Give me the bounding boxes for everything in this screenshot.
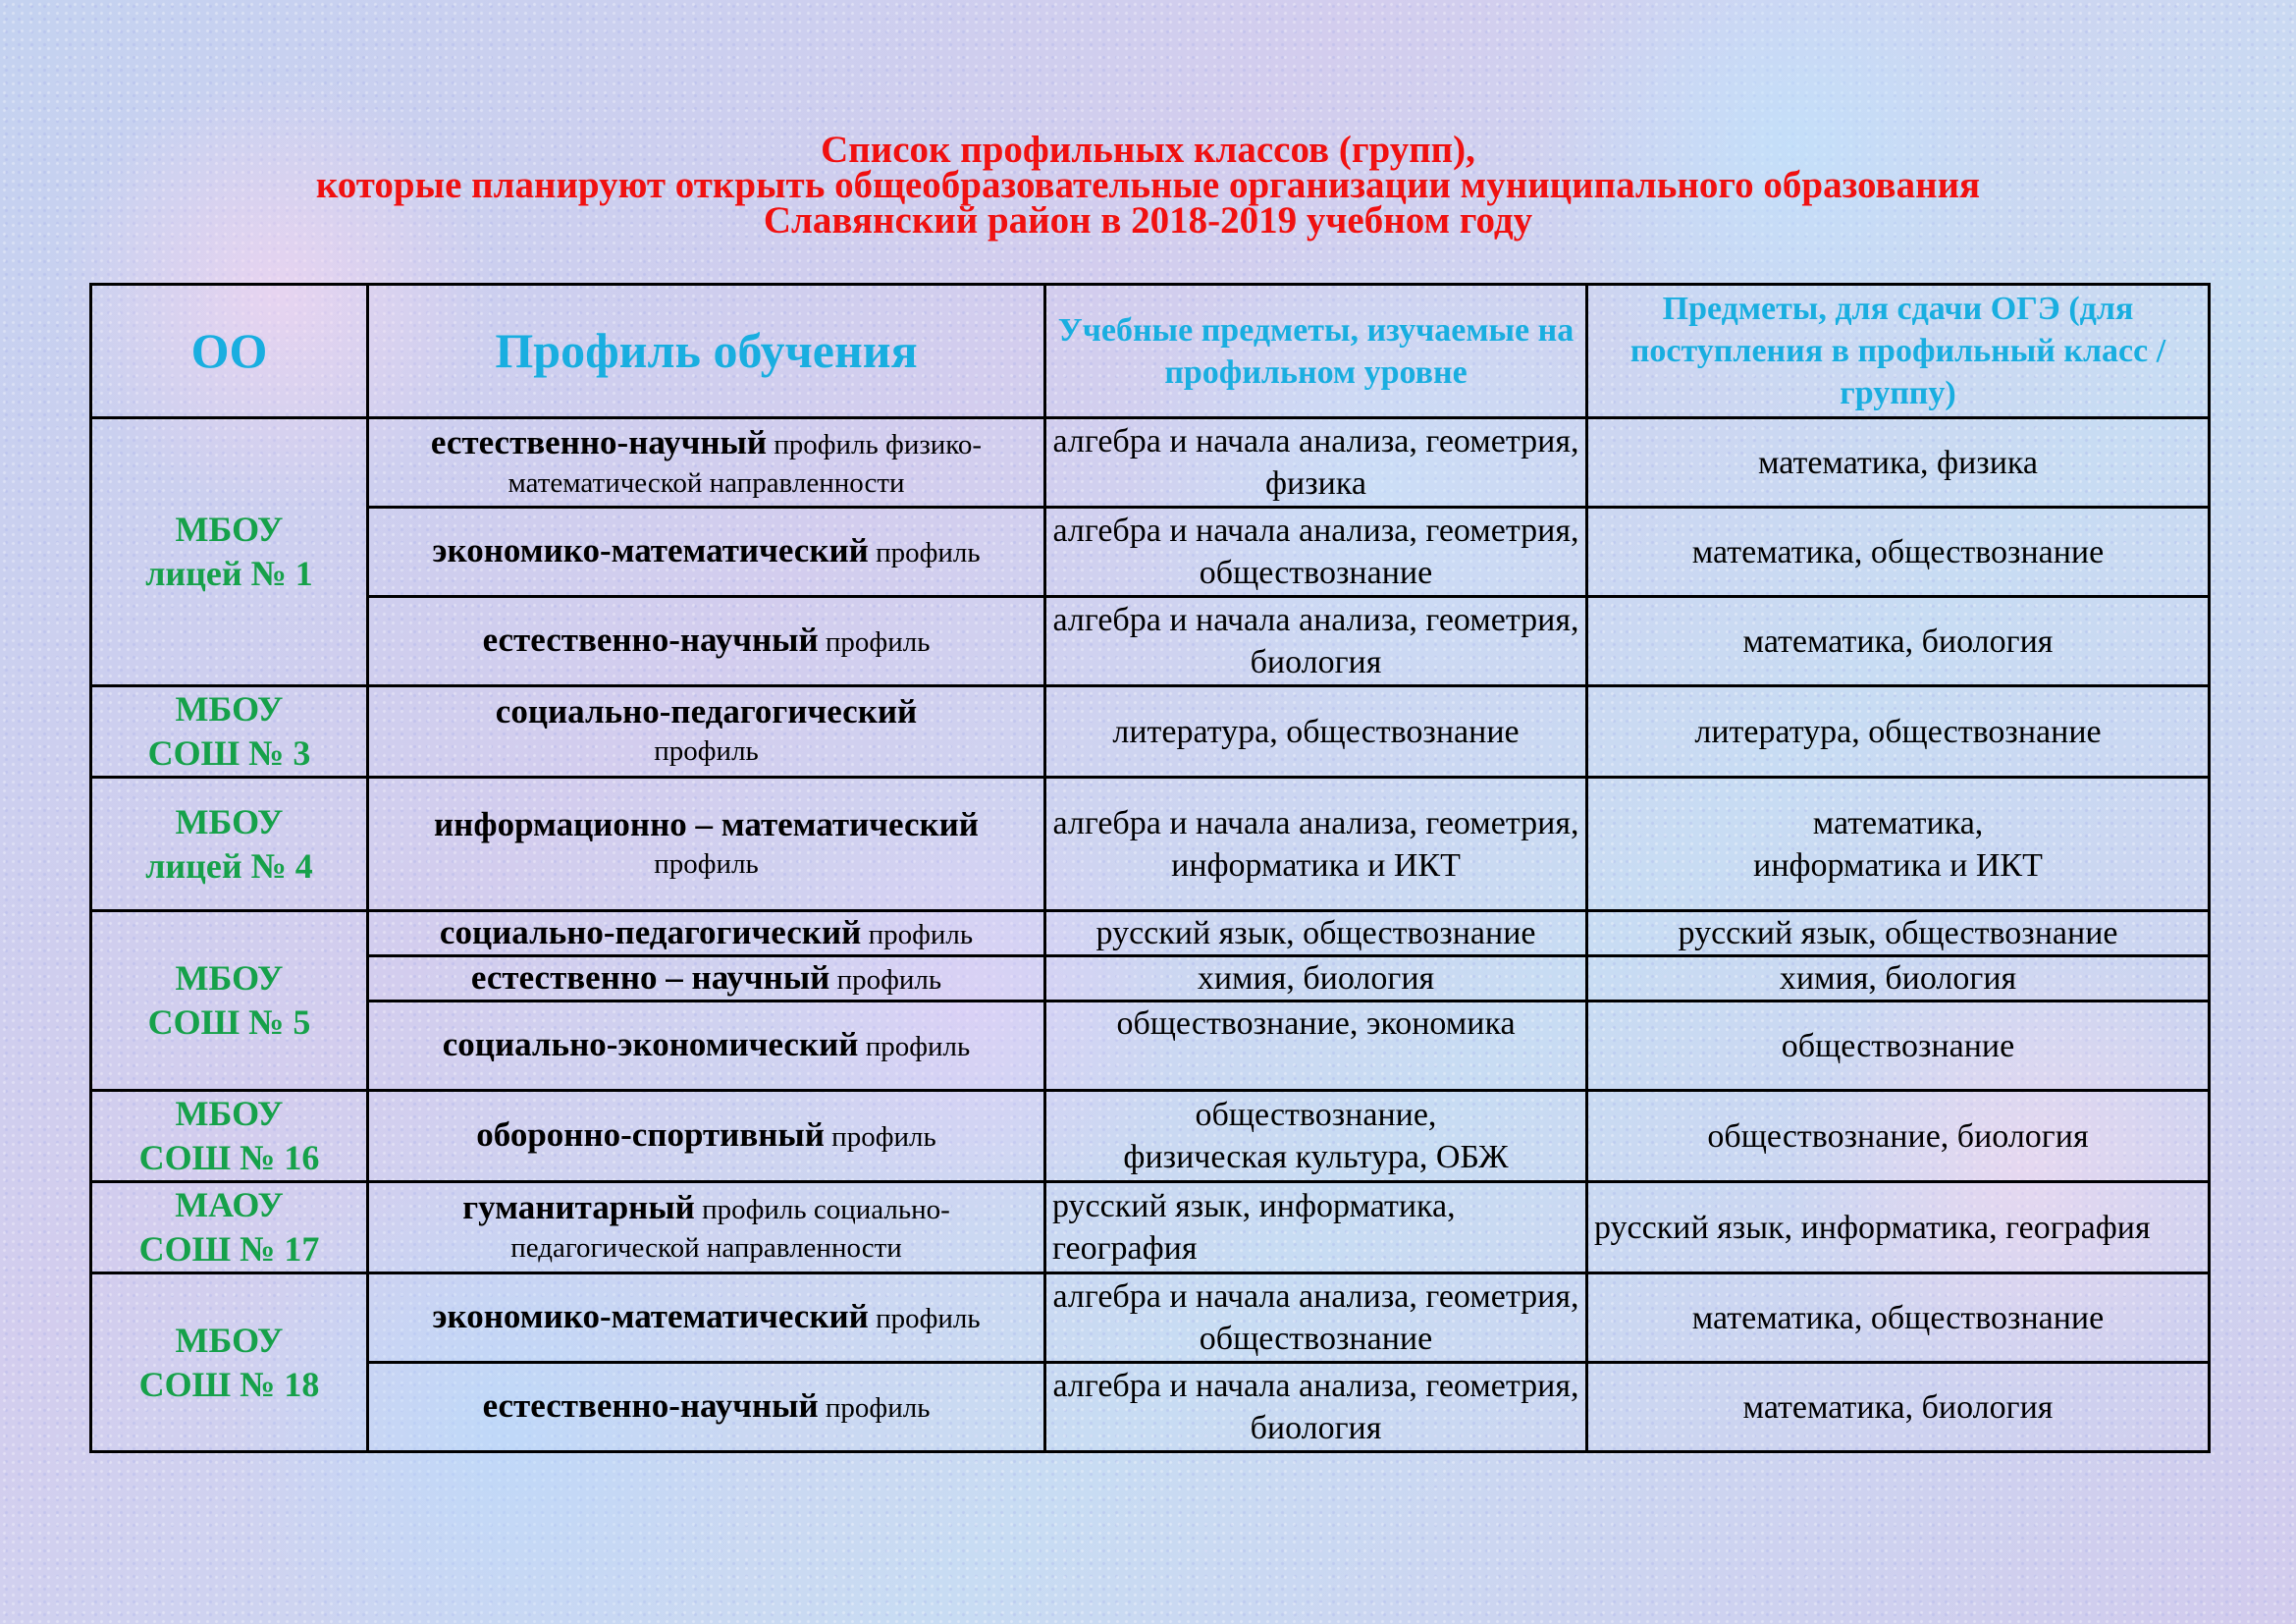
profile-cell (368, 508, 1045, 597)
subjects-line-1: обществознание, (1195, 1097, 1437, 1133)
profile-detail: профиль (654, 735, 759, 767)
profile-cell (368, 956, 1045, 1001)
header-org: ОО (91, 285, 368, 418)
title-line-3: Славянский район в 2018-2019 учебном году (763, 199, 1533, 242)
org-type: МАОУ (175, 1185, 284, 1224)
exams-cell: математика, биология (1587, 597, 2210, 686)
org-cell-school-17 (91, 1182, 368, 1273)
profile-name: информационно – математический (434, 804, 979, 843)
exams-cell: обществознание, биология (1587, 1091, 2210, 1182)
subjects-cell: литература, обществознание (1045, 686, 1587, 778)
profile-detail: профиль (858, 1031, 971, 1062)
document-title (0, 129, 2296, 242)
exams-cell: русский язык, обществознание (1587, 911, 2210, 956)
header-subjects: Учебные предметы, изучаемые на профильном уровне (1045, 285, 1587, 418)
profile-cell (368, 1091, 1045, 1182)
subjects-cell: алгебра и начала анализа, геометрия, биология (1045, 597, 1587, 686)
exams-cell: русский язык, информатика, география (1587, 1182, 2210, 1273)
exams-cell: математика, биология (1587, 1363, 2210, 1452)
table-row (91, 1363, 2210, 1452)
exams-cell: химия, биология (1587, 956, 2210, 1001)
subjects-cell: алгебра и начала анализа, геометрия, обществознание (1045, 508, 1587, 597)
org-number: СОШ № 17 (138, 1229, 320, 1269)
table-row (91, 778, 2210, 911)
profile-detail: профиль (868, 1303, 981, 1334)
profile-detail: профиль социально-педагогической направленности (510, 1193, 950, 1264)
table-row (91, 956, 2210, 1001)
profile-name: естественно-научный (482, 621, 819, 659)
profile-cell (368, 911, 1045, 956)
profile-detail: профиль (818, 1392, 931, 1424)
table-row (91, 508, 2210, 597)
org-number: СОШ № 18 (138, 1364, 320, 1404)
org-cell-school-18 (91, 1273, 368, 1452)
table-row (91, 686, 2210, 778)
profile-cell (368, 1001, 1045, 1091)
title-line-2: которые планируют открыть общеобразовательные организации муниципального образования (315, 164, 1981, 206)
profile-cell (368, 1363, 1045, 1452)
profile-detail: профиль (818, 626, 931, 658)
subjects-cell: русский язык, информатика, география (1045, 1182, 1587, 1273)
org-type: МБОУ (175, 1320, 284, 1360)
org-type: МБОУ (175, 801, 284, 841)
profile-cell (368, 1182, 1045, 1273)
profile-cell (368, 418, 1045, 508)
table-row (91, 597, 2210, 686)
profile-cell (368, 778, 1045, 911)
table-header-row (91, 285, 2210, 418)
org-cell-lyceum-1 (91, 418, 368, 686)
subjects-cell (1045, 1091, 1587, 1182)
org-number: СОШ № 16 (138, 1138, 320, 1177)
org-cell-lyceum-4 (91, 778, 368, 911)
org-number: СОШ № 3 (147, 733, 311, 773)
profile-name: социально-экономический (442, 1025, 859, 1063)
profile-name: экономико-математический (432, 1297, 869, 1335)
exams-cell: обществознание (1587, 1001, 2210, 1091)
subjects-cell: химия, биология (1045, 956, 1587, 1001)
org-cell-school-16 (91, 1091, 368, 1182)
profile-name: естественно-научный (430, 422, 767, 461)
subjects-cell: алгебра и начала анализа, геометрия, информатика и ИКТ (1045, 778, 1587, 911)
exams-line-2: информатика и ИКТ (1753, 846, 2043, 884)
subjects-cell: алгебра и начала анализа, геометрия, физика (1045, 418, 1587, 508)
profile-name: социально-педагогический (495, 692, 918, 731)
subjects-cell: обществознание, экономика (1045, 1001, 1587, 1091)
profile-detail: профиль физико-математической направленности (507, 428, 983, 499)
subjects-cell: русский язык, обществознание (1045, 911, 1587, 956)
org-type: МБОУ (175, 958, 284, 998)
title-line-1: Список профильных классов (групп), (821, 129, 1475, 171)
profile-name: социально-педагогический (439, 912, 862, 951)
header-exams: Предметы, для сдачи ОГЭ (для поступления в профильный класс /группу) (1587, 285, 2210, 418)
profile-cell (368, 597, 1045, 686)
exams-cell: литература, обществознание (1587, 686, 2210, 778)
org-number: СОШ № 5 (147, 1002, 311, 1042)
table-row (91, 911, 2210, 956)
header-profile: Профиль обучения (368, 285, 1045, 418)
exams-cell (1587, 778, 2210, 911)
org-cell-school-3 (91, 686, 368, 778)
org-type: МБОУ (175, 689, 284, 729)
org-number: лицей № 1 (145, 554, 313, 593)
org-type: МБОУ (175, 510, 284, 549)
subjects-cell: алгебра и начала анализа, геометрия, биология (1045, 1363, 1587, 1452)
profile-cell (368, 1273, 1045, 1363)
exams-cell: математика, физика (1587, 418, 2210, 508)
exams-cell: математика, обществознание (1587, 1273, 2210, 1363)
profile-name: естественно – научный (470, 957, 830, 997)
profile-detail: профиль (829, 963, 942, 996)
subjects-cell: алгебра и начала анализа, геометрия, обществознание (1045, 1273, 1587, 1363)
profile-name: естественно-научный (482, 1386, 819, 1425)
profile-detail: профиль (654, 847, 759, 880)
exams-line-1: математика, (1812, 804, 1984, 841)
table-row (91, 1182, 2210, 1273)
profile-name: оборонно-спортивный (476, 1115, 825, 1154)
profile-cell (368, 686, 1045, 778)
org-type: МБОУ (175, 1094, 284, 1133)
profile-name: экономико-математический (432, 531, 869, 569)
table-row (91, 1091, 2210, 1182)
table-row (91, 1001, 2210, 1091)
exams-cell: математика, обществознание (1587, 508, 2210, 597)
org-number: лицей № 4 (145, 845, 313, 886)
profile-name: гуманитарный (462, 1187, 695, 1226)
org-cell-school-5 (91, 911, 368, 1091)
profile-detail: профиль (824, 1121, 936, 1153)
table-row (91, 1273, 2210, 1363)
table-row (91, 418, 2210, 508)
profile-classes-table (89, 283, 2211, 1453)
profile-detail: профиль (868, 537, 981, 568)
profile-detail: профиль (861, 918, 974, 950)
subjects-line-2: физическая культура, ОБЖ (1123, 1139, 1509, 1175)
